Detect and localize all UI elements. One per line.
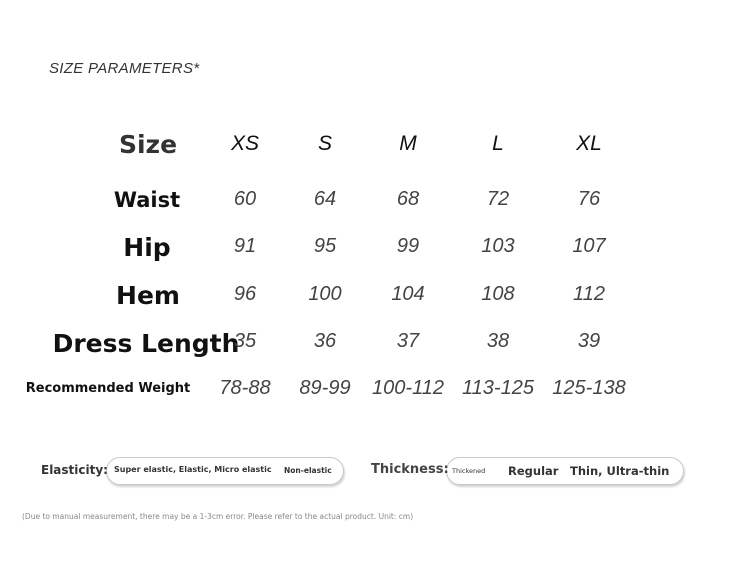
size-s-header: S bbox=[317, 132, 333, 155]
thickness-option-thin: Thin, Ultra-thin bbox=[570, 464, 670, 478]
dress-length-label: Dress Length bbox=[52, 329, 240, 358]
table-cell: 76 bbox=[577, 188, 601, 210]
size-m-header: M bbox=[399, 132, 417, 155]
table-cell: 38 bbox=[486, 330, 510, 352]
table-cell: 95 bbox=[313, 235, 337, 257]
page-title: SIZE PARAMETERS* bbox=[49, 60, 200, 77]
table-cell: 104 bbox=[391, 283, 425, 305]
table-cell: 89-99 bbox=[299, 377, 351, 399]
elasticity-label: Elasticity: bbox=[41, 463, 108, 477]
table-cell: 100 bbox=[308, 283, 342, 305]
table-cell: 99 bbox=[396, 235, 420, 257]
table-cell: 125-138 bbox=[552, 377, 626, 399]
thickness-option-thickened: Thickened bbox=[452, 467, 486, 475]
table-cell: 37 bbox=[396, 330, 420, 352]
table-cell: 96 bbox=[233, 283, 257, 305]
hip-label: Hip bbox=[123, 233, 171, 262]
table-cell: 91 bbox=[233, 235, 257, 257]
size-xl-header: XL bbox=[576, 132, 602, 155]
size-l-header: L bbox=[492, 132, 504, 155]
table-cell: 60 bbox=[233, 188, 257, 210]
hem-label: Hem bbox=[116, 281, 180, 310]
recommended-weight-label: Recommended Weight bbox=[25, 381, 191, 396]
elasticity-option-elastic: Super elastic, Elastic, Micro elastic bbox=[114, 465, 272, 474]
table-cell: 108 bbox=[481, 283, 515, 305]
measurement-note: (Due to manual measurement, there may be a 1-3cm error. Please refer to the actual product. Unit: cm) bbox=[22, 512, 414, 521]
table-cell: 103 bbox=[481, 235, 515, 257]
elasticity-option-non-elastic: Non-elastic bbox=[284, 466, 332, 475]
table-cell: 35 bbox=[233, 330, 257, 352]
table-cell: 78-88 bbox=[219, 377, 271, 399]
waist-label: Waist bbox=[113, 188, 181, 212]
table-cell: 64 bbox=[313, 188, 337, 210]
thickness-label: Thickness: bbox=[371, 462, 449, 477]
table-cell: 36 bbox=[313, 330, 337, 352]
table-cell: 113-125 bbox=[462, 377, 534, 399]
size-header-label: Size bbox=[118, 130, 178, 159]
table-cell: 68 bbox=[396, 188, 420, 210]
table-cell: 112 bbox=[573, 283, 605, 305]
size-xs-header: XS bbox=[230, 132, 260, 155]
table-cell: 100-112 bbox=[372, 377, 444, 399]
table-cell: 72 bbox=[486, 188, 510, 210]
table-cell: 39 bbox=[577, 330, 601, 352]
table-cell: 107 bbox=[572, 235, 606, 257]
thickness-option-regular: Regular bbox=[508, 464, 559, 478]
